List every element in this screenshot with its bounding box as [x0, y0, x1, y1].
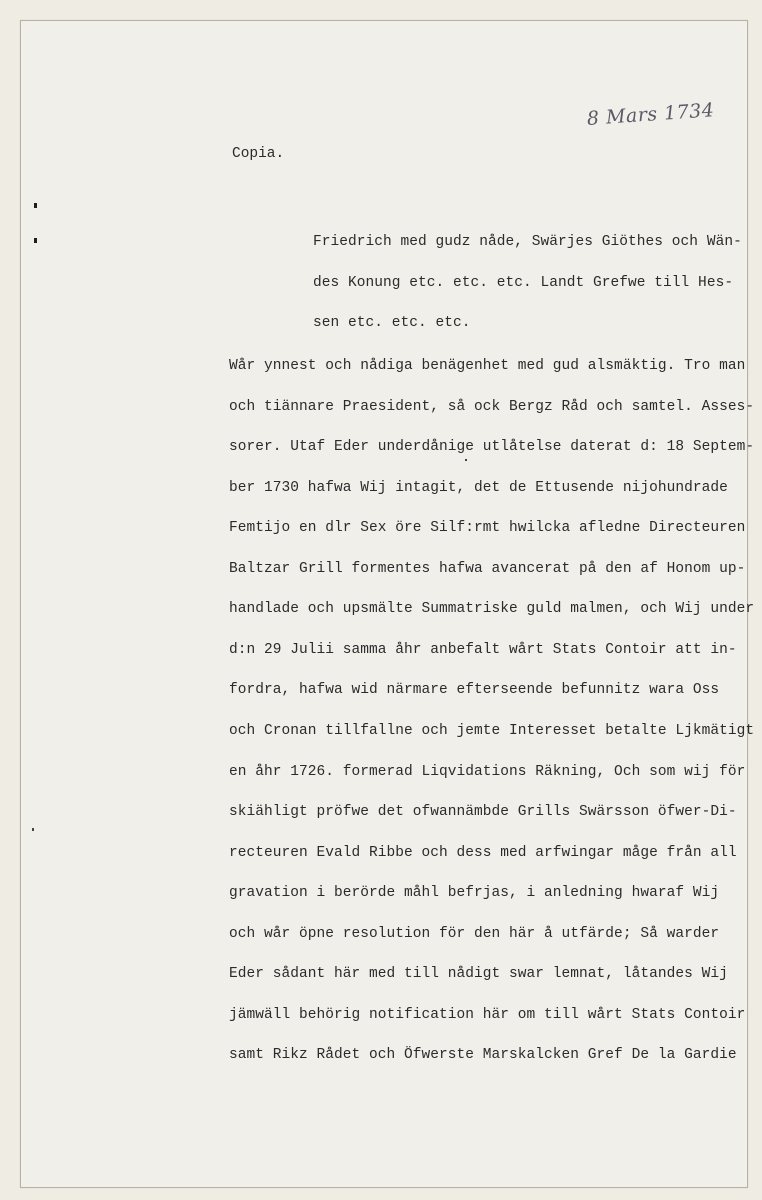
body-line: och wår öpne resolution för den här å utfärde; Så warder	[229, 926, 720, 942]
body-line: Wår ynnest och nådiga benägenhet med gud alsmäktig. Tro man	[229, 358, 746, 374]
body-line: och tiännare Praesident, så ock Bergz Råd och samtel. Asses-	[229, 399, 755, 415]
margin-mark	[34, 238, 37, 243]
body-line: Femtijo en dlr Sex öre Silf:rmt hwilcka afledne Directeuren	[229, 520, 746, 536]
body-line: en åhr 1726. formerad Liqvidations Räkning, Och som wij för	[229, 764, 746, 780]
salutation-line: Friedrich med gudz nåde, Swärjes Giöthes och Wän-	[313, 234, 742, 250]
body-line: recteuren Evald Ribbe och dess med arfwingar måge från all	[229, 845, 737, 861]
margin-mark	[34, 203, 37, 208]
body-line: sorer. Utaf Eder underdånige utlåtelse daterat d: 18 Septem-	[229, 439, 755, 455]
body-line: d:n 29 Julii samma åhr anbefalt wårt Stats Contoir att in-	[229, 642, 737, 658]
body-line: handlade och upsmälte Summatriske guld malmen, och Wij under	[229, 601, 755, 617]
handwritten-date-annotation: 8 Mars 1734	[586, 99, 716, 130]
document-heading: Copia.	[232, 146, 285, 162]
body-line: Eder sådant här med till nådigt swar lemnat, låtandes Wij	[229, 966, 728, 982]
salutation-line: des Konung etc. etc. etc. Landt Grefwe till Hes-	[313, 275, 734, 291]
salutation-line: sen etc. etc. etc.	[313, 315, 471, 331]
body-line: ber 1730 hafwa Wij intagit, det de Ettusende nijohundrade	[229, 480, 728, 496]
body-line: fordra, hafwa wid närmare efterseende befunnitz wara Oss	[229, 682, 720, 698]
paper-speck	[465, 459, 467, 461]
body-line: Baltzar Grill formentes hafwa avancerat på den af Honom up-	[229, 561, 746, 577]
paper-speck	[32, 828, 34, 831]
body-line: samt Rikz Rådet och Öfwerste Marskalcken Gref De la Gardie	[229, 1047, 737, 1063]
body-line: och Cronan tillfallne och jemte Interesset betalte Ljkmätigt	[229, 723, 755, 739]
body-line: jämwäll behörig notification här om till wårt Stats Contoir	[229, 1007, 746, 1023]
body-line: skiähligt pröfwe det ofwannämbde Grills Swärsson öfwer-Di-	[229, 804, 737, 820]
body-line: gravation i berörde måhl befrjas, i anledning hwaraf Wij	[229, 885, 720, 901]
